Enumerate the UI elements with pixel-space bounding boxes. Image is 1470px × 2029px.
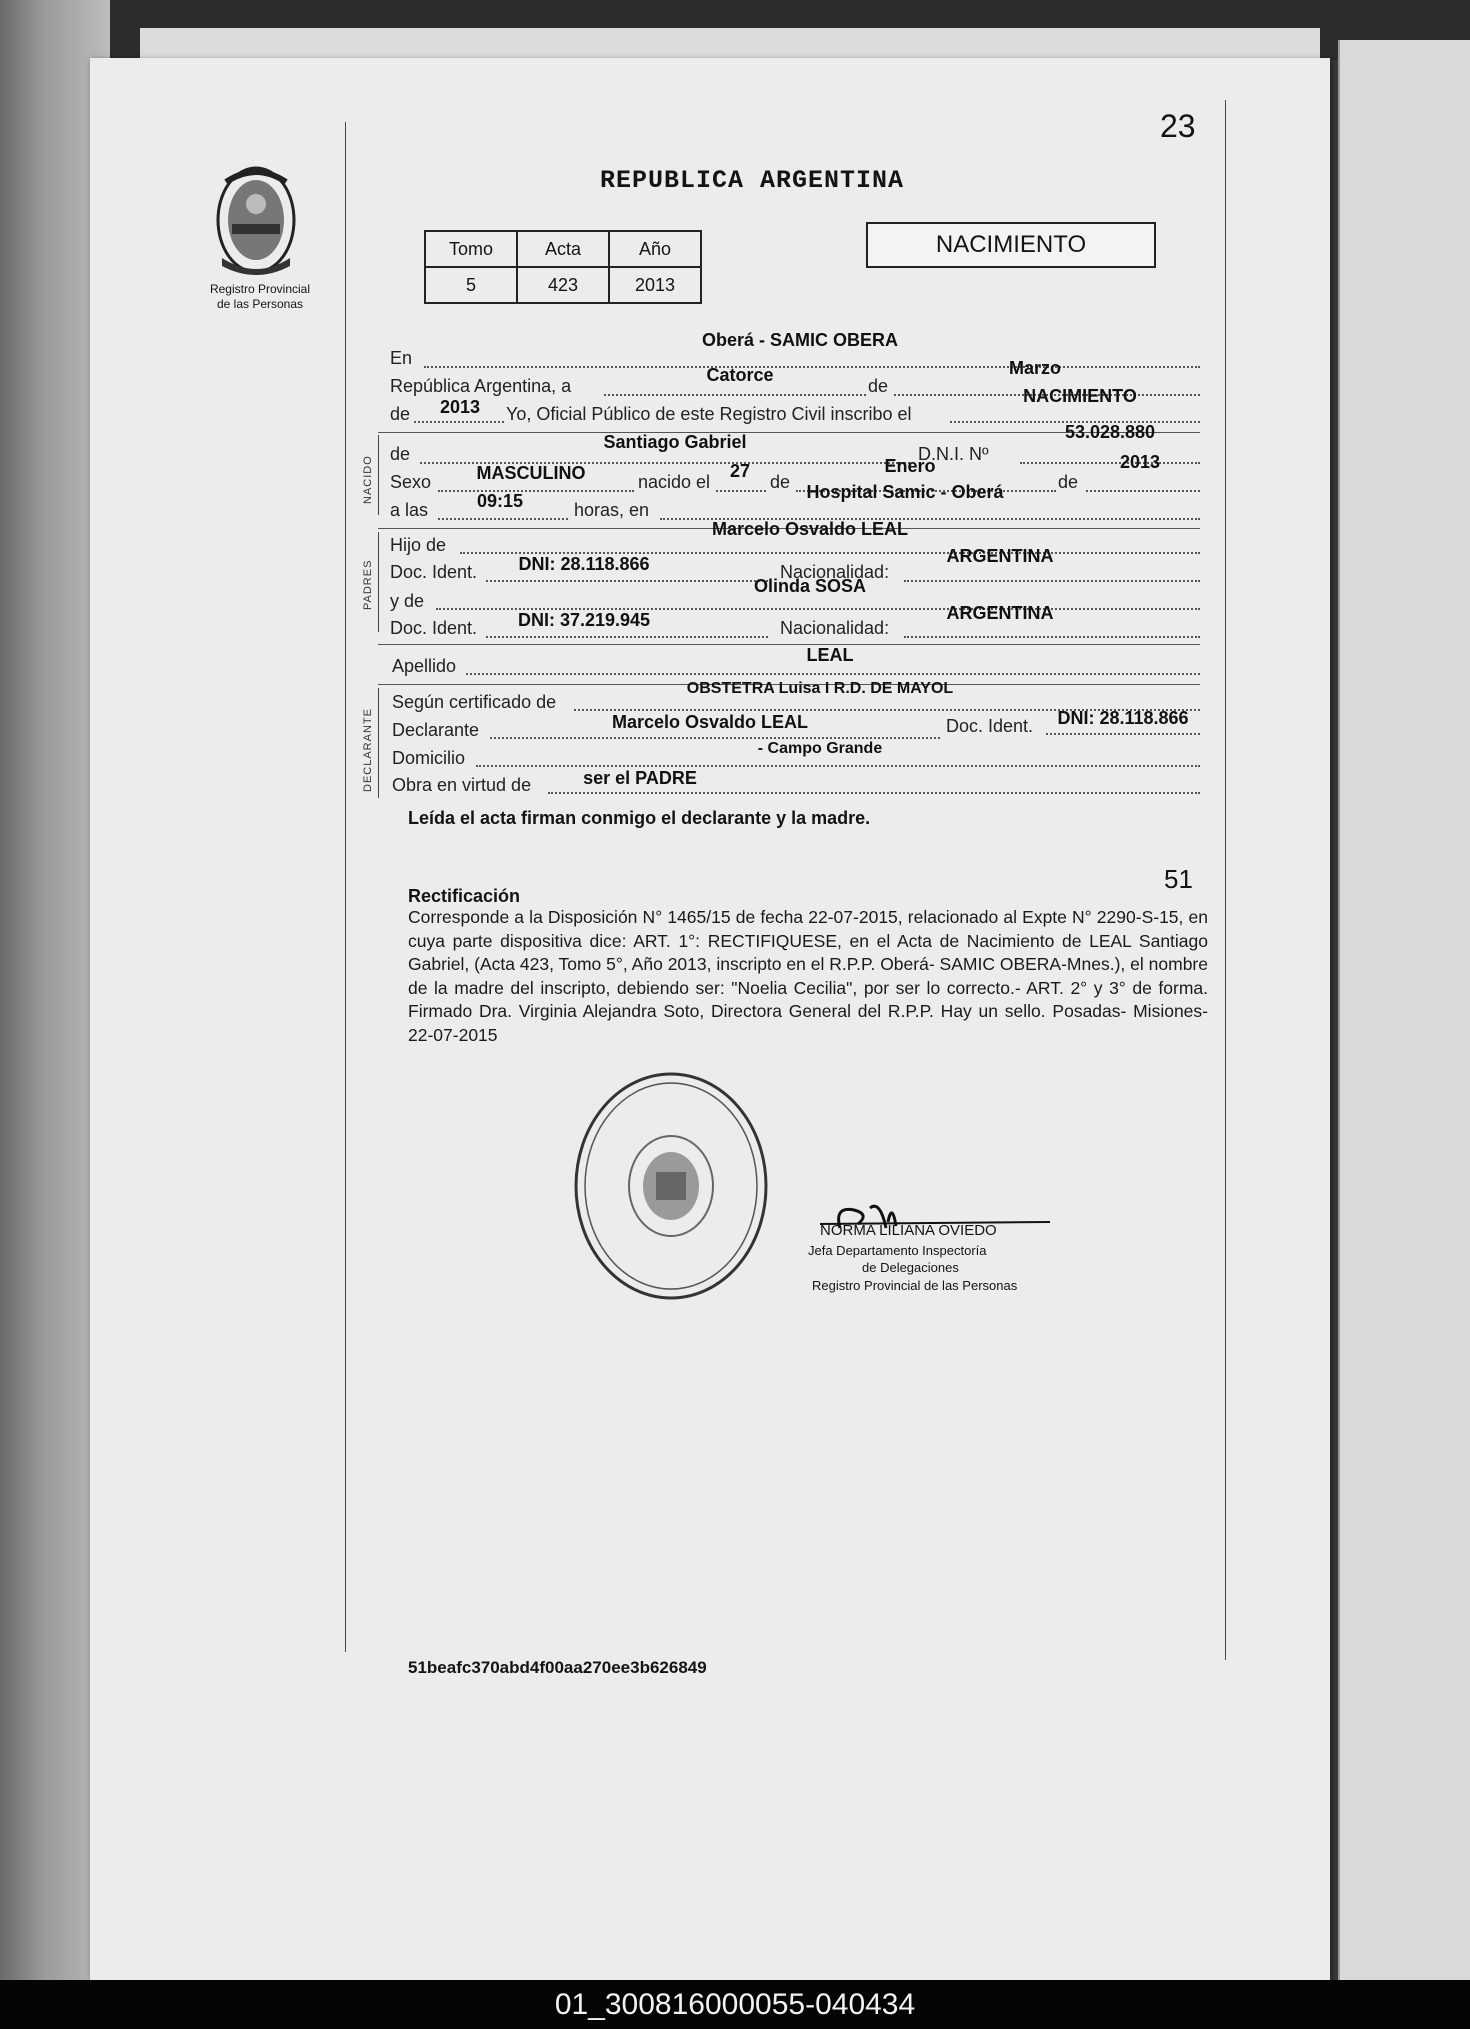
madre-nac-dots xyxy=(904,636,1200,638)
nacido-bracket xyxy=(378,435,379,515)
adjacent-sheet xyxy=(1338,40,1470,1980)
madre-nac-value: ARGENTINA xyxy=(946,603,1054,623)
day-value: Catorce xyxy=(706,365,774,385)
right-margin-line xyxy=(1225,100,1226,1660)
signer-title-line2: de Delegaciones xyxy=(862,1260,959,1275)
dni-label: D.N.I. Nº xyxy=(918,444,989,464)
sexo-label: Sexo xyxy=(390,472,432,492)
rectificacion-title: Rectificación xyxy=(408,886,521,906)
apellido-dots xyxy=(466,673,1200,675)
apellido-value: LEAL xyxy=(806,645,854,665)
padre-nac-dots xyxy=(904,580,1200,582)
nacido-el-label: nacido el xyxy=(638,472,711,492)
certificado-value: OBSTETRA Luisa I R.D. DE MAYOL xyxy=(686,680,954,697)
year-value: 2013 xyxy=(439,397,481,417)
padre-nac-label: Nacionalidad: xyxy=(780,562,890,582)
domicilio-value: - Campo Grande xyxy=(757,740,883,757)
year-dots xyxy=(414,421,504,423)
header-anio: Año xyxy=(609,231,701,267)
anio-value: 2013 xyxy=(1119,452,1161,472)
value-tomo: 5 xyxy=(425,267,517,303)
horas-label: horas, en xyxy=(574,500,650,520)
padre-doc-value: DNI: 28.118.866 xyxy=(518,554,650,574)
seal-stamp-icon xyxy=(574,1072,768,1300)
inscribo-value: NACIMIENTO xyxy=(1023,386,1137,406)
official-seal xyxy=(574,1072,768,1300)
nacido-side-label: NACIDO xyxy=(362,455,374,504)
nacido-de3-label: de xyxy=(1058,472,1079,492)
madre-doc-label: Doc. Ident. xyxy=(390,618,478,638)
madre-value: Olinda SOSA xyxy=(753,576,867,596)
nacido-de-label: de xyxy=(390,444,411,464)
domicilio-dots xyxy=(476,765,1200,767)
padre-nac-value: ARGENTINA xyxy=(946,546,1054,566)
misiones-shield-icon xyxy=(210,162,302,280)
month-value: Marzo xyxy=(1008,358,1061,378)
madre-nac-label: Nacionalidad: xyxy=(780,618,890,638)
obra-label: Obra en virtud de xyxy=(392,775,532,795)
signer-name: NORMA LILIANA OVIEDO xyxy=(820,1222,997,1239)
de2-label: de xyxy=(390,404,411,424)
signer-title-line1: Jefa Departamento Inspectoría xyxy=(808,1243,987,1258)
obra-value: ser el PADRE xyxy=(583,768,697,788)
hora-dots xyxy=(438,518,568,520)
hora-value: 09:15 xyxy=(476,491,524,511)
nacido-de2-label: de xyxy=(770,472,791,492)
obra-dots xyxy=(548,792,1200,794)
declarante-doc-label: Doc. Ident. xyxy=(946,716,1034,736)
rectificacion-text: Corresponde a la Disposición N° 1465/15 de fecha 22-07-2015, relacionado al Expte N° 2290-S-15, en cuya parte dispositiva dice: ART. 1°: RECTIFIQUESE, en el Acta de Nacimiento de LEAL Santiago Gabriel, (Acta 423, Tomo 5°, Año 2013, inscripto en el R.P.P. Oberá- SAMIC OBERA-Mnes.), el nombre de la madre del inscripto, debiendo ser: "Noelia Cecilia", por ser lo correcto.- ART. 2° y 3° de forma. Firmado Dra. Virginia Alejandra Soto, Directora General del R.P.P. Hay un sello. Posadas- Misiones- 22-07-2015 xyxy=(408,907,1208,1045)
declarante-doc-dots xyxy=(1046,733,1200,735)
child-dni-value: 53.028.880 xyxy=(1064,422,1156,442)
certificado-label: Según certificado de xyxy=(392,692,557,712)
day-dots xyxy=(604,394,866,396)
madre-doc-value: DNI: 37.219.945 xyxy=(517,610,651,630)
record-type-box: NACIMIENTO xyxy=(866,222,1156,268)
mes-value: Enero xyxy=(884,456,936,476)
oficial-label: Yo, Oficial Público de este Registro Civil inscribo el xyxy=(506,404,912,424)
declarante-bracket xyxy=(378,688,379,798)
declarante-side-label: DECLARANTE xyxy=(362,708,374,792)
dia-value: 27 xyxy=(729,461,751,481)
anio-dots xyxy=(1086,490,1200,492)
child-name-value: Santiago Gabriel xyxy=(603,432,747,452)
republica-label: República Argentina, a xyxy=(390,376,572,396)
en-label: En xyxy=(390,348,413,368)
value-anio: 2013 xyxy=(609,267,701,303)
declarante-doc-value: DNI: 28.118.866 xyxy=(1057,708,1189,728)
rectificacion-number: 51 xyxy=(1164,864,1193,894)
header-acta: Acta xyxy=(517,231,609,267)
en-value: Oberá - SAMIC OBERA xyxy=(701,330,899,350)
footer-id-bar: 01_300816000055-040434 xyxy=(0,1980,1470,2029)
lugar-value: Hospital Samic - Oberá xyxy=(806,482,1004,502)
alas-label: a las xyxy=(390,500,429,520)
declarante-label: Declarante xyxy=(392,720,480,740)
apellido-label: Apellido xyxy=(392,656,457,676)
value-acta: 423 xyxy=(517,267,609,303)
padres-side-label: PADRES xyxy=(362,559,374,610)
madre-doc-dots xyxy=(486,636,768,638)
document-title: REPUBLICA ARGENTINA xyxy=(600,166,905,195)
header-tomo: Tomo xyxy=(425,231,517,267)
margin-line xyxy=(345,122,346,1652)
de-label: de xyxy=(868,376,889,396)
domicilio-label: Domicilio xyxy=(392,748,466,768)
padre-doc-label: Doc. Ident. xyxy=(390,562,478,582)
declarante-value: Marcelo Osvaldo LEAL xyxy=(611,712,809,732)
dia-dots xyxy=(716,490,766,492)
yde-label: y de xyxy=(390,591,425,611)
registry-logo xyxy=(210,162,302,280)
padres-bracket xyxy=(378,532,379,632)
record-table xyxy=(424,230,702,304)
registry-name-line2: de las Personas xyxy=(216,297,304,311)
leida-statement: Leída el acta firman conmigo el declarante y la madre. xyxy=(408,808,871,828)
page-number: 23 xyxy=(1160,108,1196,144)
hijo-label: Hijo de xyxy=(390,535,447,555)
sexo-value: MASCULINO xyxy=(476,463,586,483)
registry-name-line1: Registro Provincial xyxy=(209,282,311,296)
declarante-dots xyxy=(490,737,940,739)
seal-text xyxy=(1,1,33,2)
document-hash: 51beafc370abd4f00aa270ee3b626849 xyxy=(408,1658,707,1677)
signer-title-line3: Registro Provincial de las Personas xyxy=(812,1278,1018,1293)
padre-value: Marcelo Osvaldo LEAL xyxy=(711,519,909,539)
